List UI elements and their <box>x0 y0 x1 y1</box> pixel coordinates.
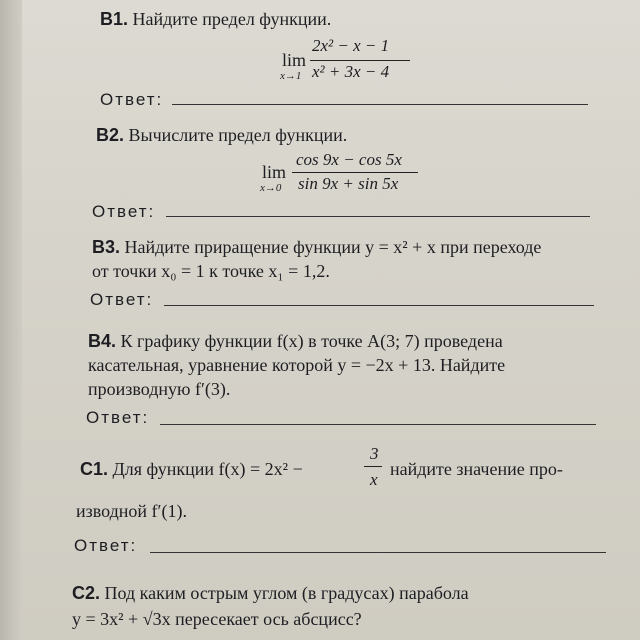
c1-pre: Для функции f(x) = 2x² − <box>112 459 303 479</box>
b1-denominator: x² + 3x − 4 <box>312 62 390 81</box>
b4-text-line3: производную f′(3). <box>88 379 231 399</box>
b1-text: Найдите предел функции. <box>132 9 332 29</box>
b4-text-line1: К графику функции f(x) в точке A(3; 7) проведена <box>120 331 503 351</box>
b1-numerator: 2x² − x − 1 <box>312 36 390 55</box>
b2-numerator: cos 9x − cos 5x <box>296 150 402 169</box>
b4-line1 <box>88 330 503 352</box>
b1-label: B1. <box>100 9 129 29</box>
page-edge <box>0 0 22 640</box>
b4-text-line2: касательная, уравнение которой y = −2x + 13. Найдите <box>88 355 506 375</box>
b3-line1 <box>92 236 541 258</box>
b2-answer-label: Ответ: <box>92 202 156 221</box>
b4-answer-line[interactable] <box>160 424 596 425</box>
b3-text-line2: от точки x₀ = 1 к точке x₁ = 1,2. <box>92 261 330 281</box>
b1-lim-sub: x→1 <box>280 70 302 82</box>
b2-denominator: sin 9x + sin 5x <box>298 174 399 193</box>
b1-heading <box>100 8 331 30</box>
b2-answer-line[interactable] <box>166 216 590 217</box>
c1-answer-line[interactable] <box>150 552 606 553</box>
b2-lim: lim <box>262 162 287 182</box>
c1-fraction-bar <box>364 466 382 467</box>
c2-text-line2: y = 3x² + √3x пересекает ось абсцисс? <box>72 609 362 629</box>
b2-lim-sub: x→0 <box>260 182 282 194</box>
c1-line1 <box>80 458 303 480</box>
b3-label: B3. <box>92 237 121 257</box>
b2-heading <box>96 124 347 146</box>
c1-label: C1. <box>80 459 109 479</box>
c1-text-line2: изводной f′(1). <box>76 501 187 521</box>
c2-line1 <box>72 582 469 604</box>
b2-text: Вычислите предел функции. <box>128 125 348 145</box>
c1-post: найдите значение про- <box>390 459 563 479</box>
c1-frac-denominator: x <box>370 470 378 489</box>
b3-text-line1: Найдите приращение функции y = x² + x при переходе <box>124 237 542 257</box>
b1-fraction-bar <box>310 60 410 61</box>
b1-answer-label: Ответ: <box>100 90 164 109</box>
c2-text-line1: Под каким острым углом (в градусах) парабола <box>104 583 469 603</box>
b1-answer-line[interactable] <box>172 104 588 105</box>
c1-answer-label: Ответ: <box>74 536 138 555</box>
c1-frac-numerator: 3 <box>370 444 379 463</box>
b2-fraction-bar <box>292 172 418 173</box>
b3-answer-line[interactable] <box>164 305 594 306</box>
c2-label: C2. <box>72 583 101 603</box>
b2-label: B2. <box>96 125 125 145</box>
b4-label: B4. <box>88 331 117 351</box>
b4-answer-label: Ответ: <box>86 408 150 427</box>
b1-lim: lim <box>282 50 307 70</box>
b3-answer-label: Ответ: <box>90 290 154 309</box>
